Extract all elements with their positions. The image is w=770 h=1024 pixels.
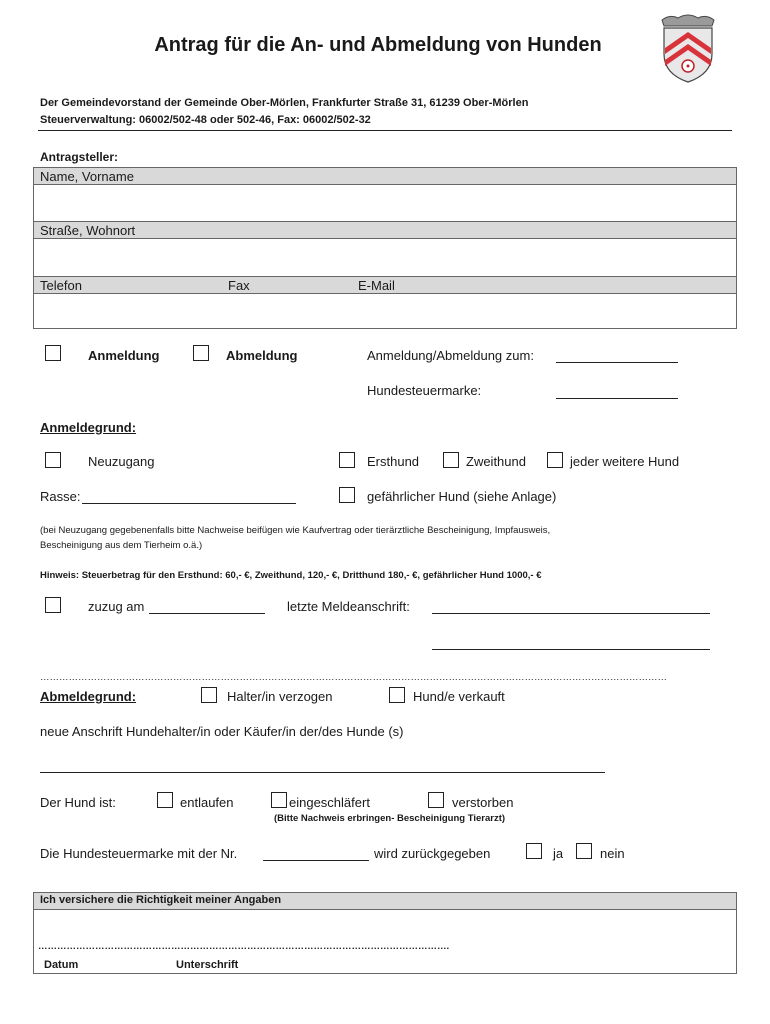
weiterer-hund-label: jeder weitere Hund [570, 454, 680, 469]
signature-header-row [34, 893, 736, 910]
page-title: Antrag für die An- und Abmeldung von Hunden [154, 34, 602, 56]
name-label: Name, Vorname [40, 169, 134, 184]
marke-suffix-label: wird zurückgegeben [374, 846, 491, 861]
ersthund-label: Ersthund [367, 454, 420, 469]
eingeschlaefert-label: eingeschläfert [289, 795, 370, 810]
marke-number-field[interactable] [263, 860, 369, 861]
street-field[interactable] [40, 242, 730, 274]
zuzug-date-field[interactable] [149, 613, 265, 614]
letzte-anschrift-label: letzte Meldeanschrift: [287, 599, 410, 614]
neue-anschrift-field[interactable] [40, 772, 605, 773]
rasse-label: Rasse: [40, 489, 81, 504]
neuzugang-checkbox[interactable] [45, 452, 61, 468]
date-label: Anmeldung/Abmeldung zum: [367, 348, 534, 363]
verkauft-label: Hund/e verkauft [413, 689, 505, 704]
coat-of-arms-icon [656, 14, 720, 84]
anmeldung-label: Anmeldung [88, 348, 160, 363]
letzte-anschrift-field-2[interactable] [432, 649, 710, 650]
entlaufen-checkbox[interactable] [157, 792, 173, 808]
zuzug-label: zuzug am [88, 599, 145, 614]
name-header-row [34, 168, 736, 185]
tag-number-field[interactable] [556, 398, 678, 399]
datum-label: Datum [44, 959, 79, 971]
verzogen-label: Halter/in verzogen [227, 689, 333, 704]
verstorben-label: verstorben [452, 795, 514, 810]
neue-anschrift-label: neue Anschrift Hundehalter/in oder Käufer/in der/des Hunde (s) [40, 724, 404, 739]
abmeldegrund-heading: Abmeldegrund: [40, 689, 137, 704]
marke-prefix-label: Die Hundesteuermarke mit der Nr. [40, 846, 238, 861]
neuzugang-note-2: Bescheinigung aus dem Tierheim o.ä.) [40, 540, 203, 551]
contact-field[interactable] [40, 296, 730, 326]
tag-label: Hundesteuermarke: [367, 383, 482, 398]
rasse-field[interactable] [82, 503, 296, 504]
ja-label: ja [553, 846, 564, 861]
phone-label: Telefon [40, 278, 82, 293]
date-field[interactable] [556, 362, 678, 363]
signature-dots[interactable]: …………………………………………………………………………………………………………………. [38, 941, 450, 952]
applicant-heading: Antragsteller: [40, 150, 119, 164]
name-field[interactable] [40, 188, 730, 220]
tax-hint: Hinweis: Steuerbetrag für den Ersthund: 60,- €, Zweithund, 120,- €, Dritthund 180,- €, gefährlicher Hund 1000,- € [40, 570, 542, 581]
unterschrift-label: Unterschrift [176, 959, 239, 971]
nein-checkbox[interactable] [576, 843, 592, 859]
gefaehrlich-checkbox[interactable] [339, 487, 355, 503]
entlaufen-label: entlaufen [180, 795, 234, 810]
street-label: Straße, Wohnort [40, 223, 136, 238]
contact-header-row [34, 277, 736, 294]
zuzug-checkbox[interactable] [45, 597, 61, 613]
zweithund-label: Zweithund [466, 454, 526, 469]
anmeldegrund-heading: Anmeldegrund: [40, 420, 137, 435]
letzte-anschrift-field-1[interactable] [432, 613, 710, 614]
tax-office-contact: Steuerverwaltung: 06002/502-48 oder 502-46, Fax: 06002/502-32 [40, 114, 371, 126]
neuzugang-label: Neuzugang [88, 454, 155, 469]
eingeschlaefert-checkbox[interactable] [271, 792, 287, 808]
fax-label: Fax [228, 278, 250, 293]
street-header-row [34, 222, 736, 239]
verstorben-checkbox[interactable] [428, 792, 444, 808]
ja-checkbox[interactable] [526, 843, 542, 859]
zweithund-checkbox[interactable] [443, 452, 459, 468]
neuzugang-note-1: (bei Neuzugang gegebenenfalls bitte Nachweise beifügen wie Kaufvertrag oder tierärztliche Bescheinigung, Impfausweis, [40, 525, 551, 536]
verzogen-checkbox[interactable] [201, 687, 217, 703]
nein-label: nein [600, 846, 625, 861]
applicant-table [33, 167, 737, 329]
signature-box [33, 892, 737, 974]
ersthund-checkbox[interactable] [339, 452, 355, 468]
nachweis-note: (Bitte Nachweis erbringen- Bescheinigung Tierarzt) [274, 813, 506, 824]
anmeldung-checkbox[interactable] [45, 345, 61, 361]
section-divider: ……………………………………………………………………………………………………………………………………………………………………………… [40, 672, 667, 683]
gefaehrlich-label: gefährlicher Hund (siehe Anlage) [367, 489, 557, 504]
signature-heading: Ich versichere die Richtigkeit meiner Angaben [40, 894, 282, 906]
email-label: E-Mail [358, 278, 395, 293]
hund-ist-label: Der Hund ist: [40, 795, 116, 810]
abmeldung-label: Abmeldung [226, 348, 298, 363]
authority-address: Der Gemeindevorstand der Gemeinde Ober-Mörlen, Frankfurter Straße 31, 61239 Ober-Mörlen [40, 97, 529, 109]
abmeldung-checkbox[interactable] [193, 345, 209, 361]
header-rule [38, 130, 732, 131]
weiterer-hund-checkbox[interactable] [547, 452, 563, 468]
verkauft-checkbox[interactable] [389, 687, 405, 703]
